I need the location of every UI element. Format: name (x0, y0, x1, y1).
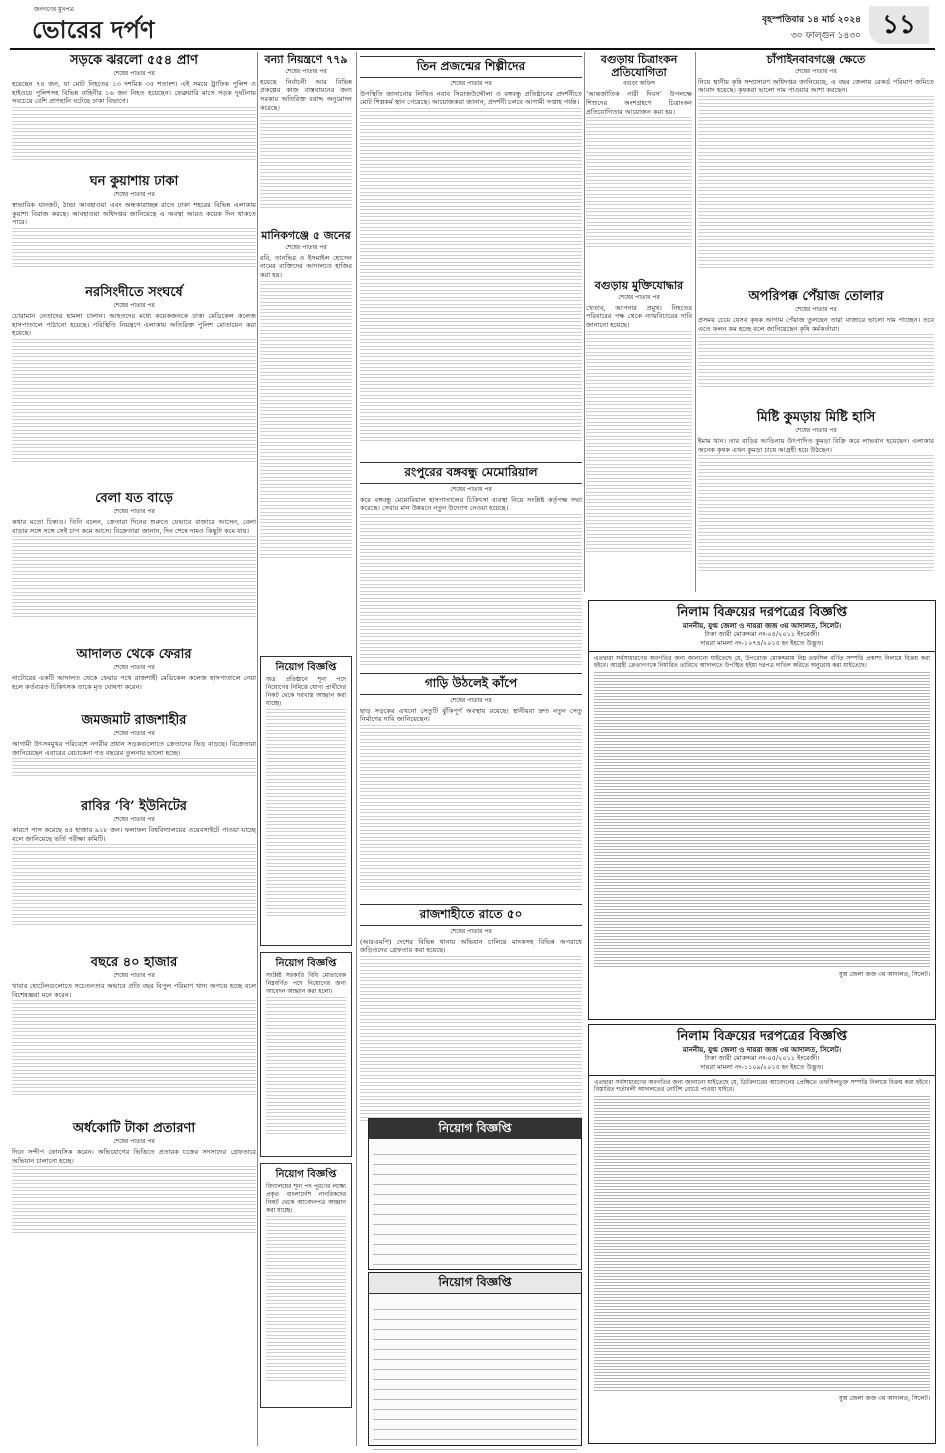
story-body: হয়েছেন ৭৪ জন, যা মোট নিহতের ১৩ দশমিক ৩৫ শতাংশ। এই সময়ে ট্রাফিক পুলিশ ও হাইওয়ে পুলিশসহ বিভিন্ন বাহিনীর ১৬ জন নিহত হয়েছেন। ফেব্রুয়ারি মাসে সড়ক দুর্ঘটনায় সবচেয়ে বেশি প্রাণহানি ঘটেছে ঢাকা বিভাগে। (12, 79, 256, 106)
story (698, 290, 934, 405)
slogan: জনগণের মুখপত্র (34, 6, 74, 13)
story (698, 411, 934, 586)
story (12, 175, 256, 280)
story-body: দিনে সন্দীপ ফোনসিক করেন। অভিযোগের ভিত্তিতে প্রতারক চক্রের সদস্যদের গ্রেফতারে অভিযান চালানো হচ্ছে। (12, 1147, 256, 1165)
story (12, 1122, 256, 1252)
story (260, 54, 352, 224)
column-divider (584, 52, 585, 592)
continuation: শেষের পাতার পর (113, 815, 155, 823)
continuation: শেষের পাতার পর (795, 305, 837, 313)
date-bengali: ৩০ ফাল্গুন ১৪৩০ (790, 31, 861, 41)
newspaper-logo (32, 14, 154, 46)
story (586, 280, 692, 580)
story-body: চোরামান নেতাদের হামলা চালান। আহতদের মধ্যে কয়েকজনকে ঢাকা মেডিকেল কলেজ হাসপাতালে পাঠানো হয়েছে। পরিস্থিতি নিয়ন্ত্রণে এলাকায় অতিরিক্ত পুলিশ মোতায়েন করা হয়েছে। (12, 311, 256, 338)
notice-body: বিদ্যালয়ের শূন্য পদ পূরণের লক্ষ্যে প্রকৃত বাংলাদেশি নাগরিকদের নিকট থেকে আবেদনপত্র আহ্বান করা যাচ্ছে। (266, 1183, 346, 1214)
story-body: ইমাম খান। তার বাড়ির আঙিনায় উৎপাদিত কুমড়া বিক্রি করে লাভবান হয়েছেন। এলাকার অনেক কৃষক এখন কুমড়া চাষে আগ্রহী হয়ে উঠছেন। (698, 436, 934, 454)
continuation: শেষের পাতার পর (795, 67, 837, 75)
headline: নরসিংদীতে সংঘর্ষে (85, 285, 183, 300)
auction-title: নিলাম বিক্রয়ের দরপত্রের বিজ্ঞপ্তি (676, 605, 848, 620)
column-divider (257, 52, 258, 1446)
auction-court: মাননীয়, যুগ্ম জেলা ও দায়রা জজ ৩য় আদালত, সিলেট। (682, 1045, 842, 1055)
auction-ref: দায়রা মামলা নং-১১০৯/২০১৫ হং ইহতে উদ্ভূত। (700, 1062, 824, 1071)
headline: চাঁপাইনবাবগঞ্জে ক্ষেতে (766, 53, 866, 66)
recruitment-notice (260, 656, 352, 946)
headline: আদালত থেকে ফেরার (76, 647, 192, 662)
column-2 (260, 52, 352, 1414)
auction-text: এতদ্বারা সর্বসাধারণের অবগতির জন্য জানানো যাইতেছে যে, ডিক্রিদারের আবেদনের প্রেক্ষিতে তফসিলভুক্ত সম্পত্তি নিলামে বিক্রয় করা হইবে। বিস্তারিত শর্তাবলী আদালতের নোটিশ বোর্ডে পাওয়া যাইবে। (594, 1078, 930, 1094)
column-5 (698, 52, 934, 592)
story-body: হয়েছে নির্বাচনী আর বিভিন্ন প্রকল্পের কাজ বাস্তবায়নের জন্য সরকার অতিরিক্ত বরাদ্দ অনুমোদন করেছে। (260, 77, 352, 112)
notice-title: নিয়োগ বিজ্ঞপ্তি (275, 1169, 337, 1180)
auction-signature: যুগ্ম জেলা জজ ৩য় আদালত, সিলেট। (839, 1395, 930, 1403)
story-body: আগামী উৎসবমুখর পরিবেশে নগরীর প্রধান সড়কগুলোতে ক্রেতাদের ভিড় বাড়ছে। বিক্রেতারা জানিয়েছেন এবারের বেচাকেনা গত বছরের তুলনায় ভালো হচ্ছে। (12, 739, 256, 757)
continuation: শেষের পাতার পর (113, 190, 155, 198)
headline: সড়কে ঝরলো ৫৫৪ প্রাণ (69, 53, 199, 68)
auction-body (589, 1076, 935, 1407)
auction-body (589, 652, 935, 983)
headline: জমজমাট রাজশাহীর (81, 713, 187, 728)
continuation: শেষের পাতার পর (113, 971, 155, 979)
logo-text: ভোরের দর্পণ (32, 15, 155, 44)
auction-header (589, 601, 935, 652)
column-divider (695, 52, 696, 592)
story (360, 462, 582, 667)
ad-table (369, 1142, 581, 1268)
column-4 (586, 52, 692, 586)
headline: বন্যা নিয়ন্ত্রণে ৭৭৯ (264, 53, 348, 66)
story-body: স্বাভাবিক যানজট, ঠান্ডা আবহাওয়া এবং অন্ধকারাচ্ছন্ন রাতে ঢাকা শহরের বিভিন্ন এলাকায় কুয়াশা বিরাজ করছে। আবহাওয়া অধিদপ্তর জানিয়েছে এ অবস্থা আরও কয়েক দিন থাকতে পারে। (12, 200, 256, 227)
continuation: শেষের পাতার পর (450, 696, 492, 704)
story-body: রবি, তানভির ও ইসমাইল হোসেন নামের ব্যক্তিদের আদালতে হাজির করা হয়। (260, 253, 352, 279)
story-body: প্রসময় চেয়ে যেসব কৃষক আগাম পেঁয়াজ তুলছেন তারা বাজারে ভালো দাম পাচ্ছেন। তবে এতে ফলন কম হচ্ছে বলে জানিয়েছেন কৃষি কর্মকর্তারা। (698, 315, 934, 333)
recruitment-notice (260, 1163, 352, 1408)
auction-case: টাকা জারী মোকদ্দমা নং-০৫/২০১১ ইংরেজী। (704, 1054, 820, 1063)
notice-body: সংশ্লিষ্ট সরকারি বিধি মোতাবেক নিম্নবর্ণিত পদে নিয়োগের জন্য আবেদন আহ্বান করা হলো। (266, 972, 346, 995)
story (586, 54, 692, 274)
story (12, 956, 256, 1116)
continuation: শেষের পাতার পর (113, 663, 155, 671)
story (12, 714, 256, 794)
continuation: শেষের পাতার পর (618, 293, 660, 301)
story-body: নিয়ে স্থানীয় কৃষি সম্প্রসারণ অধিদপ্তর জানিয়েছে, এ বছর জেলায় রেকর্ড পরিমাণ জমিতে আবাদ হয়েছে। কৃষকরা ভালো দাম পাওয়ার আশা করছেন। (698, 77, 934, 95)
story-body: নাটোরের একটি আদালত থেকে ফেরার পথে রাজশাহী মেডিকেল কলেজ হাসপাতালে নেয়া হলে কর্তব্যরত চিকিৎসক তাকে মৃত ঘোষণা করেন। (12, 673, 256, 691)
headline: বগুড়ায় চিত্রাংকন প্রতিযোগিতা (600, 53, 678, 79)
story (360, 673, 582, 898)
ad-title: নিয়োগ বিজ্ঞপ্তি (369, 1119, 581, 1139)
recruitment-notice (260, 952, 352, 1157)
auction-signature: যুগ্ম জেলা জজ ৩য় আদালত, সিলেট। (839, 971, 930, 979)
dateline: বগুড়া অফিস (623, 80, 655, 88)
column-3 (360, 52, 582, 1130)
headline: তিন প্রজন্মের শিল্পীদের (360, 56, 582, 78)
continuation: শেষের পাতার পর (113, 1137, 155, 1145)
continuation: শেষের পাতার পর (113, 301, 155, 309)
story-body: উপস্থিতি জানানোর লিখিত নবাব সিরাজউদ্দৌলা ও বঙ্গবন্ধু প্রতিষ্ঠানের প্রদর্শনীতে মোট শিল্পকর্ম স্থান পেয়েছে। আয়োজকরা জানান, প্রদর্শনী চলবে আগামী সপ্তাহ পর্যন্ত। (360, 89, 582, 107)
headline: বেলা যত বাড়ে (95, 491, 173, 506)
page-number: ১১ (869, 6, 929, 44)
auction-title: নিলাম বিক্রয়ের দরপত্রের বিজ্ঞপ্তি (676, 1029, 848, 1044)
story-body: করে বঙ্গবন্ধু মেমোরিয়াল হাসপাতালের চিকিৎসা ব্যবস্থা নিয়ে সংশ্লিষ্ট কর্তৃপক্ষ সভা করেছে। সেবার মান উন্নয়নে নতুন উদ্যোগ নেওয়া হয়েছে। (360, 495, 582, 513)
story (260, 230, 352, 650)
headline: মিষ্টি কুমড়ায় মিষ্টি হাসি (756, 410, 876, 425)
continuation: শেষের পাতার পর (285, 243, 327, 251)
ad-title: নিয়োগ বিজ্ঞপ্তি (369, 1273, 581, 1294)
story-body: খেতাব, আপনার প্রমুখ। নিহতের পরিবারের পক্ষ থেকে ন্যায়বিচারের দাবি জানানো হয়েছে। (586, 303, 692, 329)
masthead (10, 4, 935, 50)
continuation: শেষের পাতার পর (795, 426, 837, 434)
auction-text: এতদ্বারা সর্বসাধারণের অবগতির জন্য জানানো যাইতেছে যে, উপরোক্ত মোকদ্দমায় নিম্ন তফসিল বর্ণিত সম্পত্তি প্রকাশ্য নিলামে বিক্রয় করা হইবে। আগ্রহী ক্রেতাগণকে নির্ধারিত তারিখে আদালতে উপস্থিত হইয়া দরপত্র দাখিল করিতে অনুরোধ করা যাইতেছে। (594, 654, 930, 670)
story-body: কারণে পাস করেছে ৪৫ হাজার ৯১৮ জন। ফলাফল বিশ্ববিদ্যালয়ের ওয়েবসাইটে পাওয়া যাচ্ছে বলে জানিয়েছে ভর্তি পরীক্ষা কমিটি। (12, 825, 256, 843)
story (12, 54, 256, 169)
headline: বছরে ৪০ হাজার (90, 955, 178, 970)
notice-body: অত্র প্রতিষ্ঠানে শূন্য পদে নিয়োগের নিমিত্তে যোগ্য প্রার্থীদের নিকট থেকে দরখাস্ত আহ্বান করা যাচ্ছে। (266, 676, 346, 707)
notice-title: নিয়োগ বিজ্ঞপ্তি (275, 958, 337, 969)
auction-ref: দায়রা মামলা নং-১০৭৪/২০১৫ হং ইহতে উদ্ভূত। (700, 638, 824, 647)
continuation: শেষের পাতার পর (450, 79, 492, 87)
continuation: শেষের পাতার পর (450, 927, 492, 935)
headline: রাবির ‘বি’ ইউনিটের (81, 799, 187, 814)
headline: মানিকগঞ্জে ৫ জনের (261, 229, 351, 242)
story-body: খাবার হোটেলগুলোতে সচেতনতার অভাবে প্রতি বছর বিপুল পরিমাণ খাদ্য অপচয় হচ্ছে বলে বিশেষজ্ঞরা মনে করেন। (12, 981, 256, 999)
headline: গাড়ি উঠলেই কাঁপে (360, 673, 582, 695)
recruitment-ad (368, 1272, 582, 1446)
auction-court: মাননীয়, যুগ্ম জেলা ও দায়রা জজ ৩য় আদালত, সিলেট। (682, 621, 842, 631)
story-body: ছাড় সড়কের এখনো সেতুটি ঝুঁকিপূর্ণ অবস্থায় রয়েছে। স্থানীয়রা দ্রুত নতুন সেতু নির্মাণের দাবি জানিয়েছেন। (360, 706, 582, 724)
story-body: (আরএমপি) দেশের বিভিন্ন থানায় অভিযান চালিয়ে মাদকসহ বিভিন্ন অপরাধে জড়িতদের গ্রেফতার করা হয়েছে। (360, 937, 582, 955)
recruitment-ad (368, 1118, 582, 1270)
date-gregorian: বৃহস্পতিবার ১৪ মার্চ ২০২৪ (762, 15, 861, 25)
story-body: ‘আন্তর্জাতিক নারী দিবস’ উপলক্ষে শিশুদের অংশগ্রহণে চিত্রাংকন প্রতিযোগিতার আয়োজন করা হয়। (586, 90, 692, 116)
continuation: শেষের পাতার পর (113, 507, 155, 515)
headline: রংপুরের বঙ্গবন্ধু মেমোরিয়াল (360, 462, 582, 484)
column-divider (356, 52, 357, 1446)
continuation: শেষের পাতার পর (113, 729, 155, 737)
story (360, 904, 582, 1124)
auction-header (589, 1025, 935, 1076)
column-1 (12, 52, 256, 1258)
story (698, 54, 934, 284)
headline: অপরিপক্ক পেঁয়াজ তোলার (748, 289, 884, 304)
continuation: শেষের পাতার পর (113, 69, 155, 77)
story (12, 492, 256, 642)
auction-notice (588, 600, 936, 1020)
notice-title: নিয়োগ বিজ্ঞপ্তি (275, 662, 337, 673)
story (360, 56, 582, 456)
story (12, 800, 256, 950)
continuation: শেষের পাতার পর (450, 485, 492, 493)
headline: বগুড়ায় মুক্তিযোদ্ধার (594, 279, 684, 292)
headline: রাজশাহীতে রাতে ৫০ (360, 904, 582, 926)
headline: ঘন কুয়াশায় ঢাকা (89, 174, 179, 189)
story (12, 648, 256, 708)
headline: অর্ধকোটি টাকা প্রতারণা (72, 1121, 196, 1136)
continuation: শেষের পাতার পর (285, 67, 327, 75)
story-body: কথার মতো চিন্তাও। তিনি বলেন, ক্রেতারা দিনের শুরুতে যেভাবে বাজারে আসেন, বেলা বাড়ার সঙ্গে সঙ্গে সেই চাপ কমে আসে। বিক্রেতারা জানান, দিন শেষে দামও কিছুটা কমে যায়। (12, 517, 256, 535)
story (12, 286, 256, 486)
auction-case: টাকা জারী মোকদ্দমা নং-০৪/২০১১ ইংরেজী। (704, 630, 820, 639)
auction-notice (588, 1024, 936, 1444)
ad-table (369, 1297, 581, 1453)
